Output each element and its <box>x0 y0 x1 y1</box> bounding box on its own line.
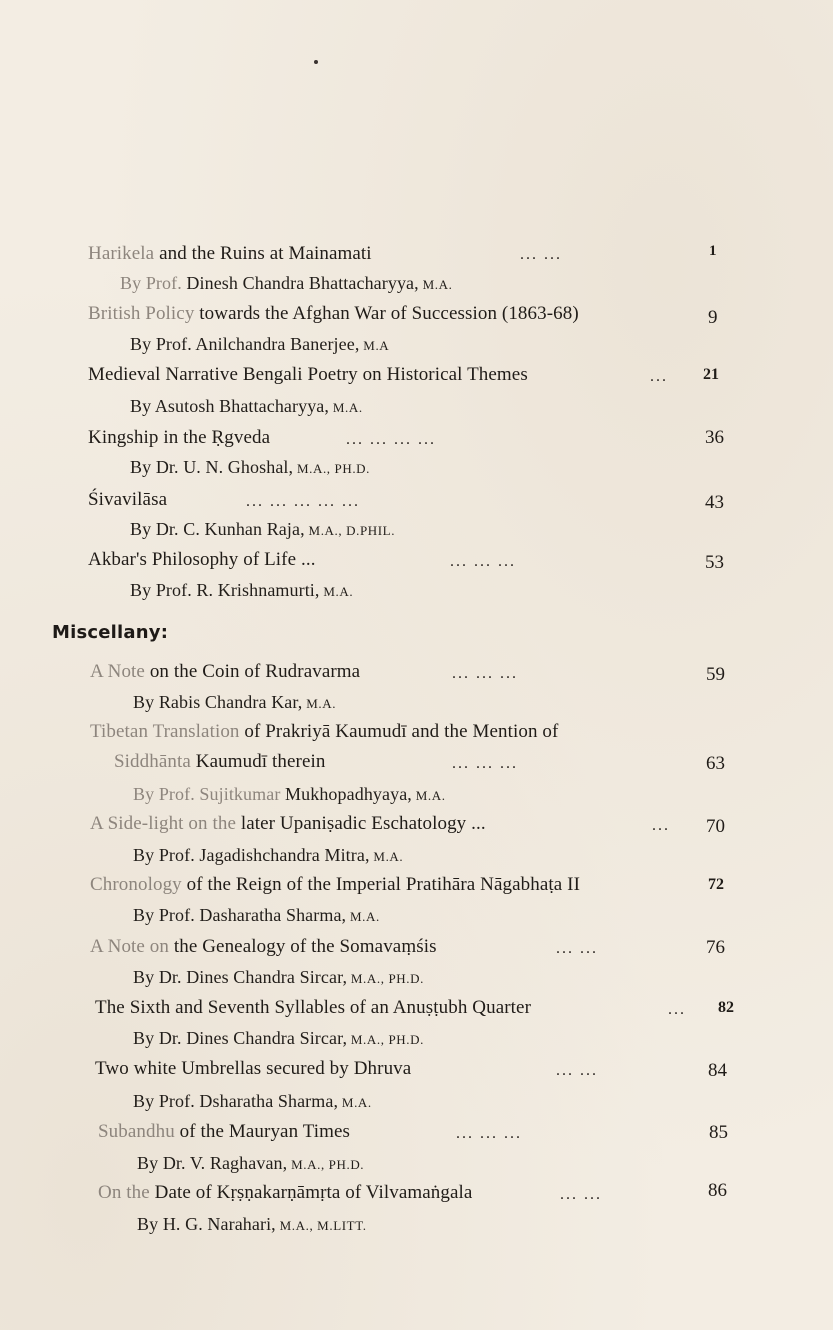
article-author <box>130 396 363 417</box>
author-degree: M.A. <box>302 696 337 711</box>
leader-dots: ... ... ... <box>452 755 518 772</box>
page-number: 86 <box>708 1180 727 1201</box>
author-degree: M.A. <box>338 1095 372 1110</box>
leader-dots: ... <box>652 817 670 834</box>
article-author <box>133 845 403 866</box>
author-degree: M.A. <box>369 849 404 864</box>
author-by: By <box>130 396 155 416</box>
article-author <box>133 784 446 805</box>
author-name: Prof. Dasharatha Sharma, <box>158 905 347 925</box>
article-author <box>130 457 370 478</box>
author-degree: M.A. <box>329 400 363 415</box>
leader-dots: ... ... ... ... <box>346 431 436 448</box>
author-name: Dr. Dines Chandra Sircar, <box>158 1028 348 1048</box>
article-author <box>137 1214 367 1235</box>
article-title-faded: British Policy <box>88 303 195 324</box>
author-name-faded: Prof. <box>145 273 187 293</box>
author-name: Prof. R. Krishnamurti, <box>155 580 320 600</box>
article-title <box>90 874 580 896</box>
page-number: 43 <box>705 492 724 513</box>
page-number: 70 <box>706 816 725 837</box>
author-by: By <box>133 1091 159 1111</box>
article-title <box>90 813 486 835</box>
article-title-text: Kaumudī therein <box>190 751 326 772</box>
article-title-faded: A Side-light on the <box>90 813 236 834</box>
article-title-text: Date of Kṛṣṇakarṇāmṛta of Vilvamaṅgala <box>149 1182 473 1203</box>
author-degree: M.A. <box>411 788 446 803</box>
article-title-faded: Harikela <box>88 243 155 264</box>
article-title-text: The Sixth and Seventh Syllables of an Anuṣṭubh Quarter <box>95 997 531 1018</box>
article-author <box>133 1028 424 1049</box>
author-name: Dr. V. Raghavan, <box>162 1153 288 1173</box>
article-title <box>88 427 270 449</box>
article-title <box>90 661 360 683</box>
page-number: 9 <box>708 307 718 328</box>
article-title-text: Akbar's Philosophy of Life ... <box>88 549 316 570</box>
author-by: By <box>133 692 159 712</box>
author-degree: M.A., PH.D. <box>287 1157 365 1172</box>
article-title-text: Two white Umbrellas secured by Dhruva <box>95 1058 412 1079</box>
article-author <box>130 580 353 601</box>
author-by: By <box>137 1153 163 1173</box>
article-title <box>95 997 531 1019</box>
author-by: By <box>130 334 156 354</box>
article-title-faded: A Note on <box>90 936 170 957</box>
author-degree: M.A. <box>418 277 453 292</box>
article-title-text: later Upaniṣadic Eschatology ... <box>235 813 486 834</box>
article-title <box>88 243 372 265</box>
page-number: 1 <box>709 243 717 259</box>
article-title-faded: On the <box>98 1182 150 1203</box>
leader-dots: ... <box>650 368 668 385</box>
author-degree: M.A. <box>346 909 380 924</box>
article-title-text: the Genealogy of the Somavaṃśis <box>169 936 437 957</box>
author-degree: M.A., PH.D. <box>347 1032 424 1047</box>
author-degree: M.A., PH.D. <box>293 461 371 476</box>
author-by: By <box>130 457 156 477</box>
author-name: Rabis Chandra Kar, <box>158 692 303 712</box>
article-title-text: of the Reign of the Imperial Pratihāra Nāgabhaṭa II <box>181 874 581 895</box>
article-author <box>133 1091 372 1112</box>
author-name: Dr. Dines Chandra Sircar, <box>158 967 348 987</box>
author-degree: M.A. <box>319 584 354 599</box>
author-name: Mukhopadhyaya, <box>280 784 412 804</box>
article-title-faded: Chronology <box>90 874 182 895</box>
article-title <box>88 549 316 571</box>
author-by: By <box>133 845 159 865</box>
leader-dots: ... ... ... ... ... <box>246 493 360 510</box>
article-title-text: of the Mauryan Times <box>174 1121 351 1142</box>
page-number: 36 <box>705 427 724 448</box>
leader-dots: ... ... <box>520 246 562 263</box>
author-name-faded: Prof. Sujitkumar <box>158 784 281 804</box>
article-title <box>88 489 167 511</box>
author-degree: M.A., PH.D. <box>347 971 424 986</box>
author-by: By <box>120 273 146 293</box>
author-degree: M.A., M.LITT. <box>275 1218 367 1233</box>
author-by: By <box>130 580 156 600</box>
section-heading-miscellany: Miscellany: <box>52 622 169 643</box>
article-title <box>98 1121 350 1143</box>
leader-dots: ... <box>668 1001 686 1018</box>
author-by: By <box>137 1214 163 1234</box>
article-title-faded: Siddhānta <box>114 751 191 772</box>
leader-dots: ... ... ... <box>456 1125 522 1142</box>
leader-dots: ... ... <box>560 1186 602 1203</box>
article-title-faded: Tibetan Translation <box>90 721 240 742</box>
article-title <box>98 1182 472 1204</box>
author-name: Dr. U. N. Ghoshal, <box>155 457 294 477</box>
article-author <box>137 1153 364 1174</box>
article-author <box>130 334 389 355</box>
article-title-text: on the Coin of Rudravarma <box>144 661 361 682</box>
article-title <box>95 1058 411 1080</box>
page-number: 53 <box>705 552 724 573</box>
ink-speck <box>314 60 318 64</box>
article-title <box>88 364 528 386</box>
article-title-faded: Subandhu <box>98 1121 175 1142</box>
author-by: By <box>133 905 159 925</box>
author-degree: M.A., D.PHIL. <box>304 523 396 538</box>
article-title <box>88 303 579 325</box>
author-by: By <box>133 1028 159 1048</box>
page-number: 82 <box>718 999 734 1016</box>
article-title-text: towards the Afghan War of Succession (1863-68) <box>194 303 579 324</box>
article-title-text: Kingship in the Ṛgveda <box>88 427 271 448</box>
article-title-faded: A Note <box>90 661 145 682</box>
author-name: Dr. C. Kunhan Raja, <box>155 519 305 539</box>
article-title-text: and the Ruins at Mainamati <box>154 243 372 264</box>
author-degree: M.A <box>359 338 390 353</box>
author-name: Dinesh Chandra Bhattacharyya, <box>186 273 419 293</box>
page-number: 21 <box>703 366 719 383</box>
article-author <box>133 692 336 713</box>
author-by: By <box>130 519 156 539</box>
author-name: Prof. Jagadishchandra Mitra, <box>158 845 370 865</box>
article-author <box>133 905 380 926</box>
article-author <box>133 967 424 988</box>
article-title <box>90 936 437 958</box>
article-author <box>130 519 395 540</box>
leader-dots: ... ... ... <box>452 665 518 682</box>
article-title-text: Medieval Narrative Bengali Poetry on Historical Themes <box>88 364 528 385</box>
page-number: 72 <box>708 876 724 893</box>
leader-dots: ... ... <box>556 1062 598 1079</box>
article-title-continued <box>114 751 325 773</box>
page-number: 76 <box>706 937 725 958</box>
leader-dots: ... ... ... <box>450 553 516 570</box>
page-number: 84 <box>708 1060 727 1081</box>
article-title-text: Śivavilāsa <box>88 489 168 510</box>
page-number: 63 <box>706 753 725 774</box>
leader-dots: ... ... <box>556 940 598 957</box>
page-number: 85 <box>709 1122 728 1143</box>
author-name: Prof. Anilchandra Banerjee, <box>155 334 360 354</box>
author-by: By <box>133 967 159 987</box>
author-name: H. G. Narahari, <box>162 1214 276 1234</box>
page-number: 59 <box>706 664 725 685</box>
author-name: Asutosh Bhattacharyya, <box>154 396 329 416</box>
article-title <box>90 721 558 743</box>
article-title-text: of Prakriyā Kaumudī and the Mention of <box>239 721 559 742</box>
article-author <box>120 273 452 294</box>
author-name: Prof. Dsharatha Sharma, <box>158 1091 339 1111</box>
author-by: By <box>133 784 159 804</box>
